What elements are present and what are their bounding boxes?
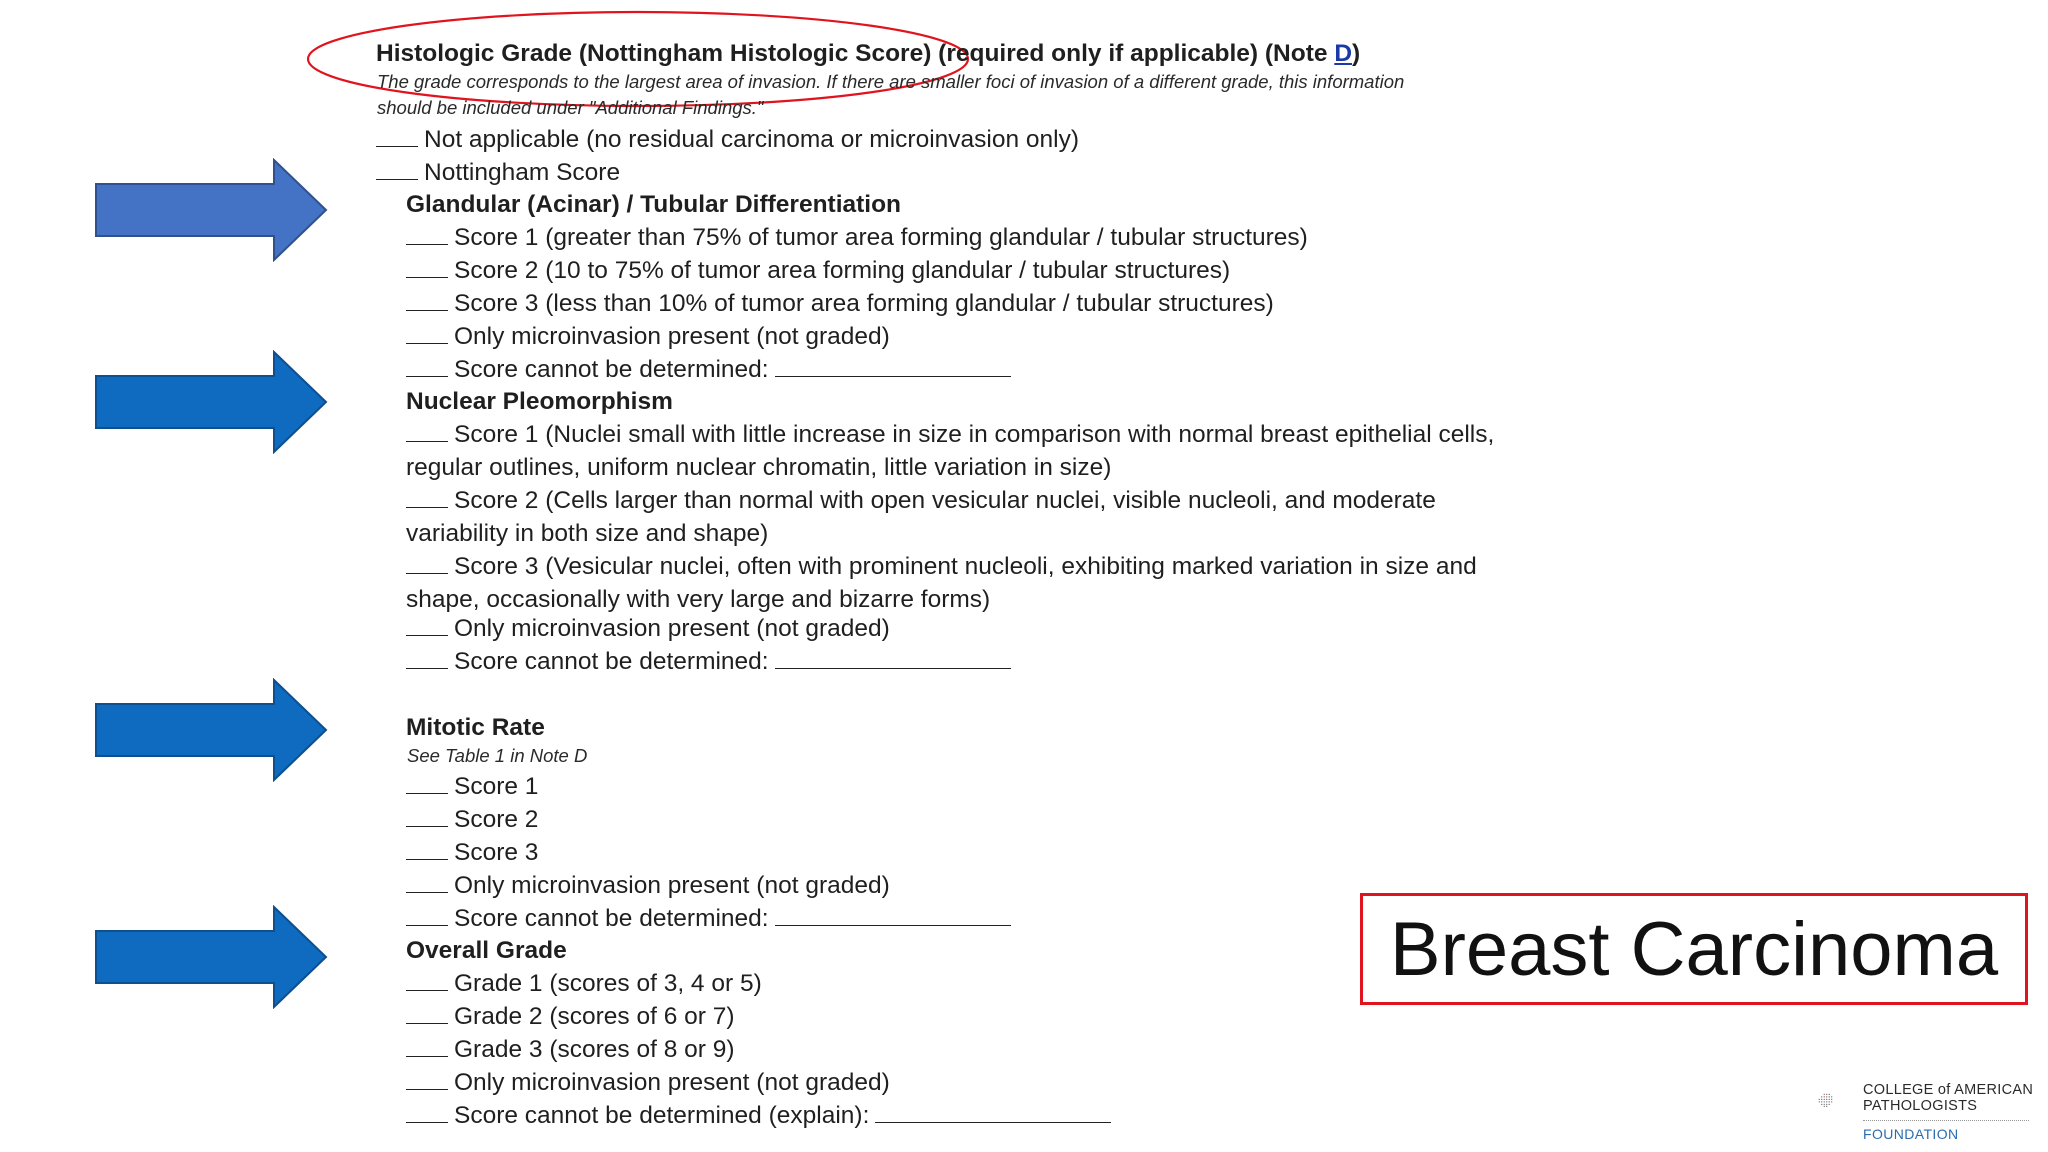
checkbox-blank[interactable] (406, 1038, 448, 1057)
checkbox-blank[interactable] (406, 650, 448, 669)
checkbox-blank[interactable] (376, 161, 418, 180)
nuclear-cannot[interactable] (406, 650, 1011, 675)
glandular-heading: Glandular (Acinar) / Tubular Differentiation (406, 191, 902, 218)
nuclear-score3-cont: shape, occasionally with very large and bizarre forms) (406, 586, 991, 613)
arrow-mitotic-icon (94, 678, 330, 782)
checkbox-blank[interactable] (406, 775, 448, 794)
nuclear-micro[interactable] (406, 617, 890, 642)
overall-cannot[interactable] (406, 1104, 1111, 1129)
glandular-score2[interactable] (406, 259, 1230, 284)
fill-in-blank[interactable] (775, 907, 1011, 926)
option-label: Grade 1 (scores of 3, 4 or 5) (454, 970, 762, 997)
option-label: Score 1 (greater than 75% of tumor area forming glandular / tubular structures) (454, 224, 1308, 251)
logo-line1: COLLEGE of AMERICAN (1863, 1082, 2034, 1098)
heading-close: ) (1352, 40, 1361, 67)
logo-text (1863, 1082, 2033, 1114)
mitotic-cannot[interactable] (406, 907, 1011, 932)
note-d-link[interactable]: D (1334, 40, 1353, 67)
checkbox-blank[interactable] (406, 259, 448, 278)
option-label: Score 2 (10 to 75% of tumor area forming glandular / tubular structures) (454, 257, 1231, 284)
slide-title (1360, 893, 2028, 1005)
option-not-applicable[interactable] (376, 128, 1079, 153)
checkbox-blank[interactable] (406, 423, 448, 442)
option-label: Score 2 (454, 806, 539, 833)
mitotic-subnote: See Table 1 in Note D (407, 745, 588, 766)
arrow-overall-icon (94, 905, 330, 1009)
mitotic-score3[interactable] (406, 841, 538, 866)
checkbox-blank[interactable] (406, 292, 448, 311)
option-label: Grade 3 (scores of 8 or 9) (454, 1036, 735, 1063)
checkbox-blank[interactable] (376, 128, 418, 147)
mitotic-heading: Mitotic Rate (406, 714, 545, 741)
option-label: Score cannot be determined: (454, 905, 769, 932)
checkbox-blank[interactable] (406, 489, 448, 508)
checkbox-blank[interactable] (406, 617, 448, 636)
nuclear-score2[interactable] (406, 489, 1436, 514)
checkbox-blank[interactable] (406, 972, 448, 991)
overall-heading: Overall Grade (406, 937, 567, 964)
nuclear-score3[interactable] (406, 555, 1477, 580)
logo-divider (1863, 1120, 2029, 1121)
overall-grade1[interactable] (406, 972, 762, 997)
fill-in-blank[interactable] (775, 650, 1011, 669)
glandular-micro[interactable] (406, 325, 890, 350)
fill-in-blank[interactable] (875, 1104, 1111, 1123)
option-label: Only microinvasion present (not graded) (454, 1069, 890, 1096)
heading-text: Histologic Grade (Nottingham Histologic Score) (required only if applicable) (Note (376, 40, 1335, 67)
option-label: Score 1 (Nuclei small with little increase in size in comparison with normal breast epithelial cells, (454, 421, 1495, 448)
option-label: Score 3 (Vesicular nuclei, often with prominent nucleoli, exhibiting marked variation in size and (454, 553, 1477, 580)
nuclear-score1[interactable] (406, 423, 1494, 448)
option-label: Nottingham Score (424, 159, 621, 186)
checkbox-blank[interactable] (406, 808, 448, 827)
checkbox-blank[interactable] (406, 874, 448, 893)
option-label: Score cannot be determined: (454, 648, 769, 675)
mitotic-micro[interactable] (406, 874, 890, 899)
option-label: Grade 2 (scores of 6 or 7) (454, 1003, 735, 1030)
option-label: Only microinvasion present (not graded) (454, 872, 890, 899)
glandular-cannot[interactable] (406, 358, 1011, 383)
option-label: Score 3 (454, 839, 539, 866)
option-label: Score cannot be determined (explain): (454, 1102, 870, 1129)
checkbox-blank[interactable] (406, 1071, 448, 1090)
option-label: Not applicable (no residual carcinoma or microinvasion only) (424, 126, 1079, 153)
checkbox-blank[interactable] (406, 1005, 448, 1024)
checkbox-blank[interactable] (406, 907, 448, 926)
option-label: Only microinvasion present (not graded) (454, 615, 890, 642)
heading-note-line2: should be included under "Additional Findings." (377, 97, 764, 118)
overall-grade3[interactable] (406, 1038, 735, 1063)
section-heading (376, 42, 1360, 67)
option-nottingham[interactable] (376, 161, 620, 186)
checkbox-blank[interactable] (406, 1104, 448, 1123)
arrow-nuclear-icon (94, 350, 330, 454)
checkbox-blank[interactable] (406, 555, 448, 574)
overall-grade2[interactable] (406, 1005, 735, 1030)
overall-micro[interactable] (406, 1071, 890, 1096)
slide-title-text: Breast Carcinoma (1389, 906, 1999, 992)
checkbox-blank[interactable] (406, 841, 448, 860)
option-label: Score 2 (Cells larger than normal with open vesicular nuclei, visible nucleoli, and moderate (454, 487, 1436, 514)
option-label: Score 3 (less than 10% of tumor area forming glandular / tubular structures) (454, 290, 1274, 317)
cap-foundation-logo-icon (1818, 1078, 1862, 1122)
fill-in-blank[interactable] (775, 358, 1011, 377)
option-label: Only microinvasion present (not graded) (454, 323, 890, 350)
checkbox-blank[interactable] (406, 358, 448, 377)
option-label: Score 1 (454, 773, 539, 800)
checkbox-blank[interactable] (406, 325, 448, 344)
mitotic-score1[interactable] (406, 775, 538, 800)
logo-line2: PATHOLOGISTS (1863, 1098, 1978, 1114)
nuclear-score1-cont: regular outlines, uniform nuclear chromatin, little variation in size) (406, 454, 1112, 481)
glandular-score1[interactable] (406, 226, 1308, 251)
checkbox-blank[interactable] (406, 226, 448, 245)
nuclear-heading: Nuclear Pleomorphism (406, 388, 673, 415)
nuclear-score2-cont: variability in both size and shape) (406, 520, 769, 547)
mitotic-score2[interactable] (406, 808, 538, 833)
logo-foundation: FOUNDATION (1863, 1126, 1959, 1142)
option-label: Score cannot be determined: (454, 356, 769, 383)
glandular-score3[interactable] (406, 292, 1274, 317)
arrow-glandular-icon (94, 158, 330, 262)
heading-note-line1: The grade corresponds to the largest area of invasion. If there are smaller foci of invasion of a different grade, this information (377, 71, 1405, 92)
